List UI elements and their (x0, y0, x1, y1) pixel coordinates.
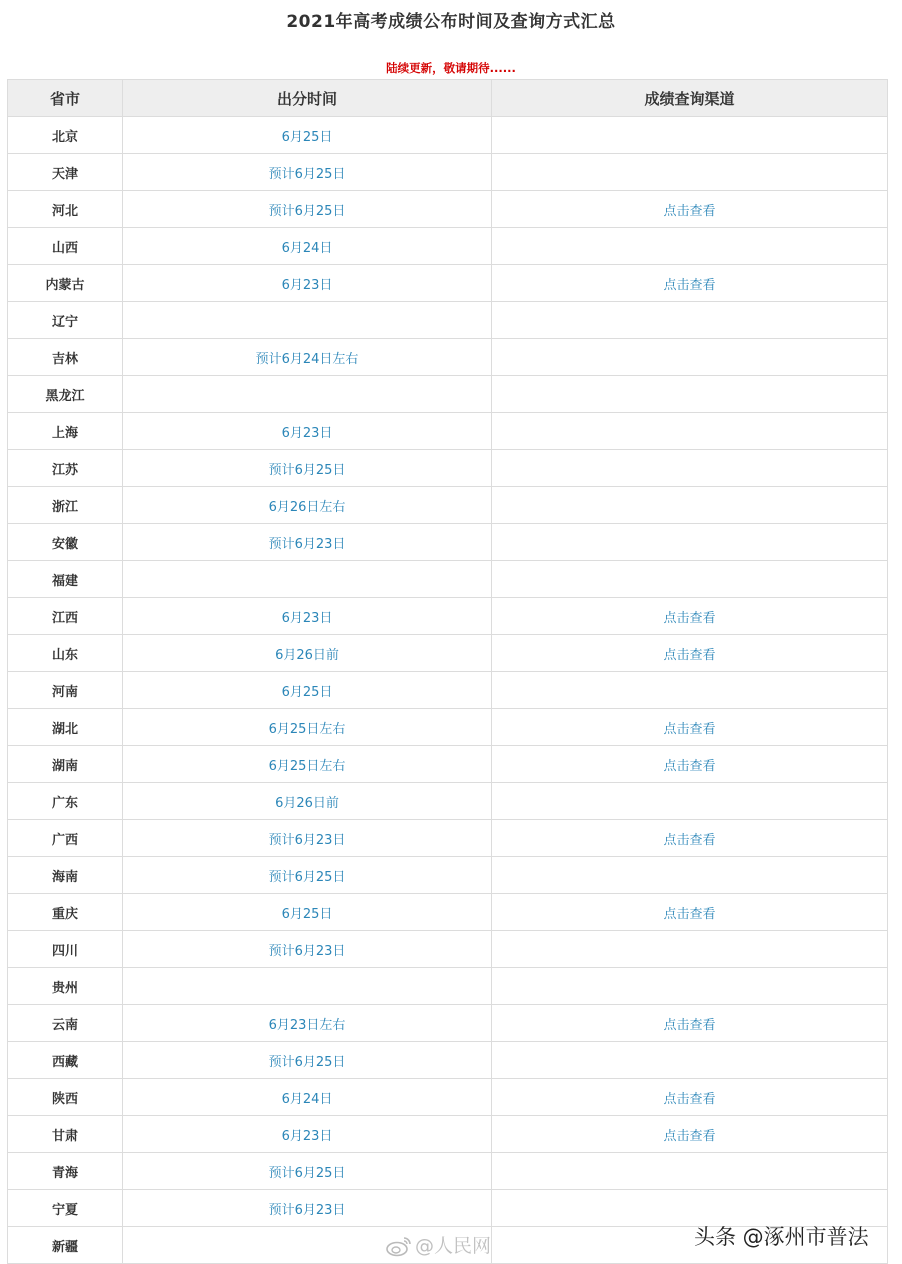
province-cell: 辽宁 (8, 302, 123, 339)
query-channel-cell (492, 154, 888, 191)
release-time-cell: 6月26日前 (123, 783, 492, 820)
query-channel-cell (492, 339, 888, 376)
release-time-cell: 预计6月25日 (123, 191, 492, 228)
table-header-row (8, 80, 888, 117)
header-province: 省市 (8, 80, 123, 117)
query-link[interactable]: 点击查看 (492, 265, 888, 302)
table-row (8, 820, 888, 857)
release-time-cell: 预计6月23日 (123, 524, 492, 561)
query-link[interactable]: 点击查看 (492, 1079, 888, 1116)
release-time-cell: 预计6月25日 (123, 1153, 492, 1190)
release-time-cell: 预计6月23日 (123, 1190, 492, 1227)
query-channel-cell (492, 413, 888, 450)
table-row (8, 857, 888, 894)
release-time-cell: 6月23日 (123, 1116, 492, 1153)
query-link[interactable]: 点击查看 (492, 746, 888, 783)
table-row (8, 191, 888, 228)
query-channel-cell (492, 783, 888, 820)
table-row (8, 339, 888, 376)
release-time-cell: 6月25日左右 (123, 709, 492, 746)
release-time-cell: 6月26日前 (123, 635, 492, 672)
release-time-cell: 6月23日 (123, 413, 492, 450)
release-time-cell: 预计6月23日 (123, 820, 492, 857)
release-time-cell: 6月23日左右 (123, 1005, 492, 1042)
query-channel-cell (492, 931, 888, 968)
query-link[interactable]: 点击查看 (492, 709, 888, 746)
table-row (8, 561, 888, 598)
header-query-channel: 成绩查询渠道 (492, 80, 888, 117)
province-cell: 北京 (8, 117, 123, 154)
release-time-cell: 预计6月25日 (123, 154, 492, 191)
release-time-cell: 6月24日 (123, 1079, 492, 1116)
table-row (8, 709, 888, 746)
query-channel-cell (492, 487, 888, 524)
query-channel-cell (492, 1153, 888, 1190)
table-row (8, 1079, 888, 1116)
province-cell: 吉林 (8, 339, 123, 376)
table-row (8, 487, 888, 524)
table-row (8, 931, 888, 968)
query-channel-cell (492, 228, 888, 265)
toutiao-watermark: 头条 @涿州市普法 (694, 1225, 869, 1249)
table-row (8, 1005, 888, 1042)
province-cell: 安徽 (8, 524, 123, 561)
release-time-cell: 6月24日 (123, 228, 492, 265)
province-cell: 福建 (8, 561, 123, 598)
province-cell: 广东 (8, 783, 123, 820)
province-cell: 河南 (8, 672, 123, 709)
release-time-cell: 6月25日 (123, 894, 492, 931)
query-link[interactable]: 点击查看 (492, 820, 888, 857)
province-cell: 天津 (8, 154, 123, 191)
release-time-cell: 6月25日 (123, 117, 492, 154)
table-row (8, 635, 888, 672)
query-channel-cell (492, 117, 888, 154)
release-time-cell: 预计6月23日 (123, 931, 492, 968)
province-cell: 海南 (8, 857, 123, 894)
province-cell: 山西 (8, 228, 123, 265)
query-link[interactable]: 点击查看 (492, 1005, 888, 1042)
release-time-cell: 6月26日左右 (123, 487, 492, 524)
release-time-cell (123, 376, 492, 413)
score-release-table (7, 79, 888, 1264)
province-cell: 贵州 (8, 968, 123, 1005)
province-cell: 黑龙江 (8, 376, 123, 413)
table-row (8, 746, 888, 783)
province-cell: 宁夏 (8, 1190, 123, 1227)
province-cell: 西藏 (8, 1042, 123, 1079)
province-cell: 山东 (8, 635, 123, 672)
table-row (8, 598, 888, 635)
header-release-time: 出分时间 (123, 80, 492, 117)
query-channel-cell (492, 1042, 888, 1079)
province-cell: 甘肃 (8, 1116, 123, 1153)
table-row (8, 117, 888, 154)
weibo-watermark (386, 1231, 491, 1258)
province-cell: 江苏 (8, 450, 123, 487)
province-cell: 青海 (8, 1153, 123, 1190)
query-link[interactable]: 点击查看 (492, 191, 888, 228)
release-time-cell: 预计6月25日 (123, 857, 492, 894)
release-time-cell: 预计6月25日 (123, 450, 492, 487)
table-row (8, 450, 888, 487)
table-row (8, 228, 888, 265)
query-link[interactable]: 点击查看 (492, 598, 888, 635)
province-cell: 内蒙古 (8, 265, 123, 302)
province-cell: 江西 (8, 598, 123, 635)
query-channel-cell (492, 302, 888, 339)
release-time-cell: 6月23日 (123, 598, 492, 635)
table-row (8, 672, 888, 709)
province-cell: 湖北 (8, 709, 123, 746)
province-cell: 新疆 (8, 1227, 123, 1264)
province-cell: 广西 (8, 820, 123, 857)
province-cell: 河北 (8, 191, 123, 228)
province-cell: 上海 (8, 413, 123, 450)
query-link[interactable]: 点击查看 (492, 635, 888, 672)
province-cell: 重庆 (8, 894, 123, 931)
release-time-cell (123, 561, 492, 598)
weibo-watermark-text: @人民网 (415, 1235, 492, 1257)
table-body (8, 117, 888, 1264)
province-cell: 陕西 (8, 1079, 123, 1116)
table-row (8, 783, 888, 820)
query-channel-cell (492, 450, 888, 487)
query-channel-cell (492, 561, 888, 598)
release-time-cell (123, 968, 492, 1005)
province-cell: 浙江 (8, 487, 123, 524)
release-time-cell (123, 302, 492, 339)
query-channel-cell (492, 968, 888, 1005)
release-time-cell: 6月25日 (123, 672, 492, 709)
table-row (8, 894, 888, 931)
province-cell: 湖南 (8, 746, 123, 783)
table-row (8, 1153, 888, 1190)
query-channel-cell (492, 857, 888, 894)
table-row (8, 524, 888, 561)
release-time-cell: 预计6月25日 (123, 1042, 492, 1079)
query-link[interactable]: 点击查看 (492, 894, 888, 931)
release-time-cell: 6月25日左右 (123, 746, 492, 783)
table-row (8, 154, 888, 191)
table-row (8, 302, 888, 339)
weibo-icon (386, 1235, 412, 1257)
table-row (8, 1116, 888, 1153)
query-channel-cell (492, 672, 888, 709)
release-time-cell: 预计6月24日左右 (123, 339, 492, 376)
query-link[interactable]: 点击查看 (492, 1116, 888, 1153)
query-channel-cell (492, 524, 888, 561)
province-cell: 云南 (8, 1005, 123, 1042)
table-row (8, 265, 888, 302)
page-title: 2021年高考成绩公布时间及查询方式汇总 (286, 12, 616, 32)
province-cell: 四川 (8, 931, 123, 968)
table-row (8, 968, 888, 1005)
query-channel-cell (492, 376, 888, 413)
table-row (8, 1042, 888, 1079)
table-row (8, 376, 888, 413)
table-row (8, 413, 888, 450)
release-time-cell: 6月23日 (123, 265, 492, 302)
update-notice: 陆续更新，敬请期待...... (386, 61, 516, 75)
